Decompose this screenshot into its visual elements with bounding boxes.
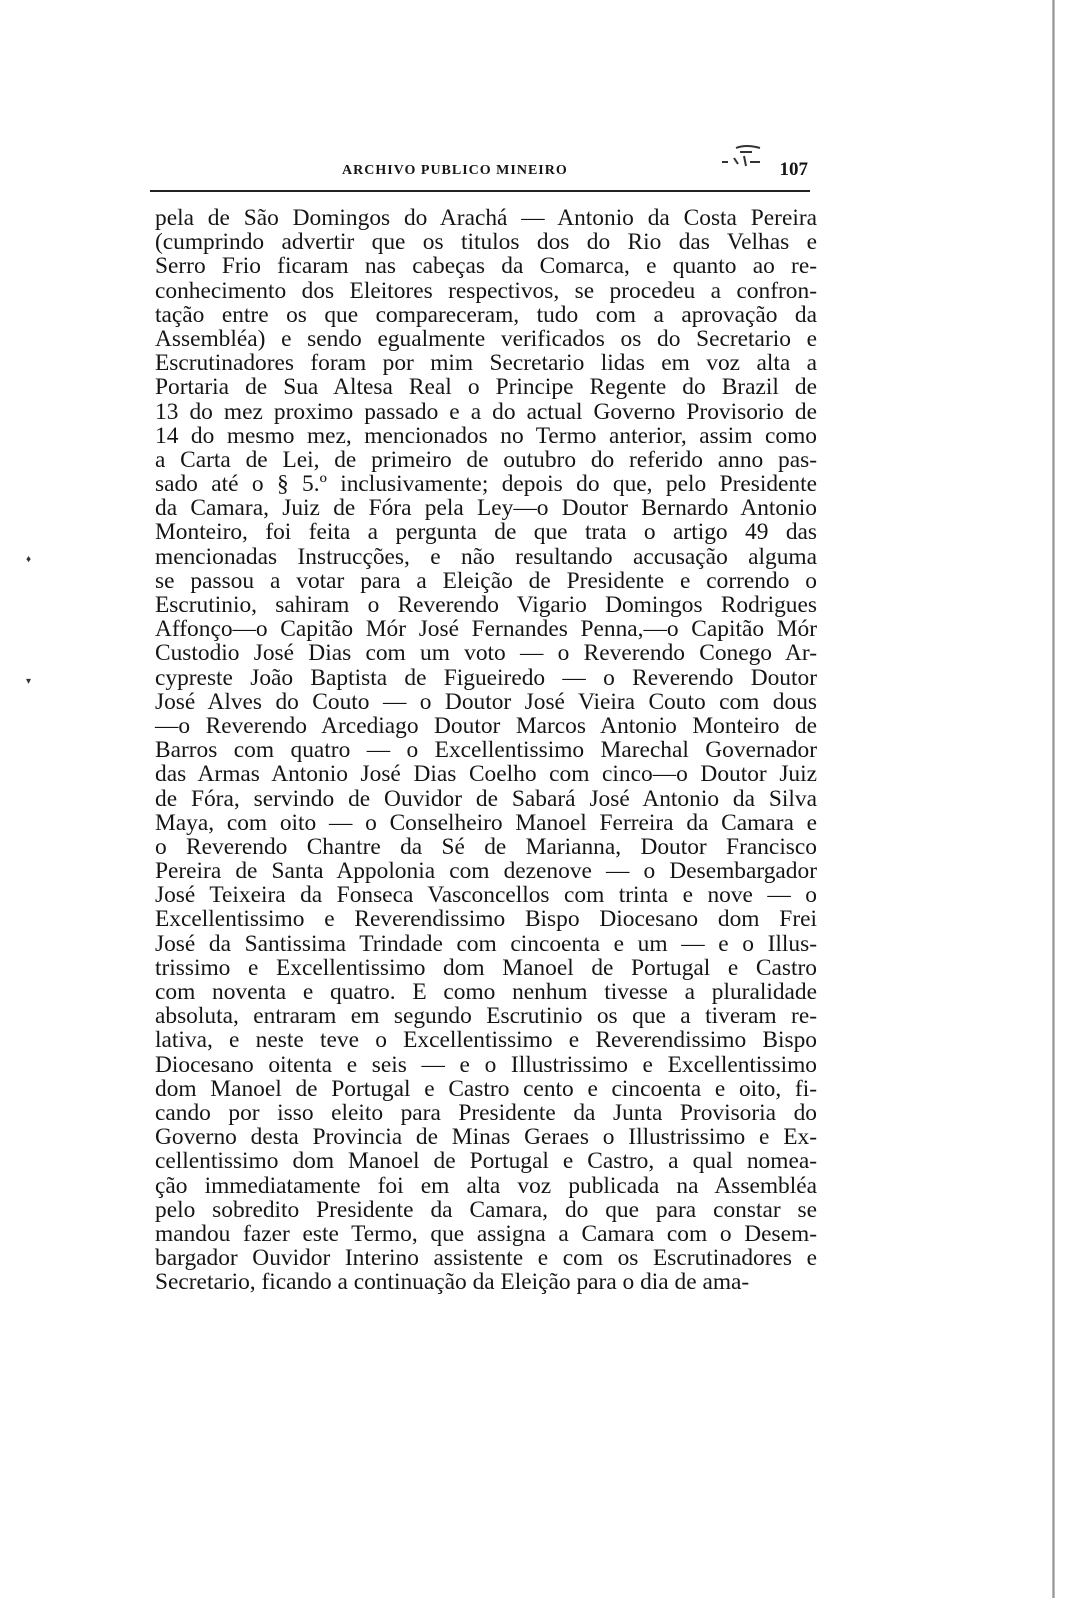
text-line: 13 do mez proximo passado e a do actual Governo Provisorio de (155, 398, 817, 425)
text-line: (cumprindo advertir que os titulos dos do Rio das Velhas e (155, 229, 817, 256)
text-line: o Reverendo Chantre da Sé de Marianna, Doutor Francisco (155, 833, 817, 860)
text-line: mandou fazer este Termo, que assigna a Camara com o Desem- (155, 1220, 817, 1247)
text-line: trissimo e Excellentissimo dom Manoel de Portugal e Castro (155, 954, 817, 981)
text-line: cando por isso eleito para Presidente da Junta Provisoria do (155, 1099, 817, 1126)
page-edge-shadow (1052, 0, 1055, 1598)
text-line: Affonço—o Capitão Mór José Fernandes Penna,—o Capitão Mór (155, 616, 817, 643)
text-line: pelo sobredito Presidente da Camara, do que para constar se (155, 1196, 817, 1223)
text-line: se passou a votar para a Eleição de Presidente e correndo o (155, 567, 817, 594)
text-line: sado até o § 5.º inclusivamente; depois do que, pelo Presidente (155, 471, 817, 498)
text-line: 14 do mesmo mez, mencionados no Termo anterior, assim como (155, 422, 817, 449)
text-line: José Teixeira da Fonseca Vasconcellos com trinta e nove — o (155, 882, 817, 909)
text-line: das Armas Antonio José Dias Coelho com cinco—o Doutor Juiz (155, 761, 817, 788)
text-line: cypreste João Baptista de Figueiredo — o Reverendo Doutor (155, 664, 817, 691)
text-line: Assembléa) e sendo egualmente verificados os do Secretario e (155, 325, 817, 352)
page-number: 107 (779, 159, 808, 180)
text-line: Governo desta Provincia de Minas Geraes o Illustrissimo e Ex- (155, 1124, 817, 1151)
margin-mark-icon: ▾ (26, 676, 32, 687)
text-line: Pereira de Santa Appolonia com dezenove — o Desembargador (155, 858, 817, 885)
text-line: Maya, com oito — o Conselheiro Manoel Ferreira da Camara e (155, 809, 817, 836)
text-line: Barros com quatro — o Excellentissimo Marechal Governador (155, 737, 817, 764)
text-line: a Carta de Lei, de primeiro de outubro do referido anno pas- (155, 446, 817, 473)
text-line: Diocesano oitenta e seis — e o Illustrissimo e Excellentissimo (155, 1051, 817, 1078)
body-text (155, 206, 817, 1294)
text-line: Custodio José Dias com um voto — o Reverendo Conego Ar- (155, 640, 817, 667)
text-line: Excellentissimo e Reverendissimo Bispo Diocesano dom Frei (155, 906, 817, 933)
text-line: mencionadas Instrucções, e não resultando accusação alguma (155, 543, 817, 570)
text-line: Escrutinadores foram por mim Secretario lidas em voz alta a (155, 350, 817, 377)
margin-mark-icon: ♦ (26, 554, 32, 565)
text-line: da Camara, Juiz de Fóra pela Ley—o Doutor Bernardo Antonio (155, 495, 817, 522)
text-line: José da Santissima Trindade com cincoenta e um — e o Illus- (155, 930, 817, 957)
text-line: tação entre os que compareceram, tudo com a aprovação da (155, 301, 817, 328)
text-line: conhecimento dos Eleitores respectivos, se procedeu a confron- (155, 277, 817, 304)
text-line: cellentissimo dom Manoel de Portugal e Castro, a qual nomea- (155, 1148, 817, 1175)
text-line: Monteiro, foi feita a pergunta de que trata o artigo 49 das (155, 519, 817, 546)
text-line: bargador Ouvidor Interino assistente e com os Escrutinadores e (155, 1245, 817, 1272)
text-line: lativa, e neste teve o Excellentissimo e Reverendissimo Bispo (155, 1027, 817, 1054)
text-line: dom Manoel de Portugal e Castro cento e cincoenta e oito, fi- (155, 1075, 817, 1102)
text-line: absoluta, entraram em segundo Escrutinio os que a tiveram re- (155, 1003, 817, 1030)
header-rule (150, 190, 810, 192)
journal-title: ARCHIVO PUBLICO MINEIRO (342, 163, 568, 178)
text-line: Serro Frio ficaram nas cabeças da Comarca, e quanto ao re- (155, 253, 817, 280)
text-line: Secretario, ficando a continuação da Eleição para o dia de ama- (155, 1269, 750, 1296)
text-line: José Alves do Couto — o Doutor José Vieira Couto com dous (155, 688, 817, 715)
running-header (342, 160, 812, 186)
text-line: Portaria de Sua Altesa Real o Principe Regente do Brazil de (155, 374, 817, 401)
text-line: —o Reverendo Arcediago Doutor Marcos Antonio Monteiro de (155, 712, 817, 739)
text-line: Escrutinio, sahiram o Reverendo Vigario Domingos Rodrigues (155, 592, 817, 618)
text-line: de Fóra, servindo de Ouvidor de Sabará José Antonio da Silva (155, 785, 817, 812)
text-line: com noventa e quatro. E como nenhum tivesse a pluralidade (155, 979, 817, 1005)
text-line: pela de São Domingos do Arachá — Antonio da Costa Pereira (155, 205, 817, 231)
text-line: ção immediatamente foi em alta voz publicada na Assembléa (155, 1172, 817, 1199)
